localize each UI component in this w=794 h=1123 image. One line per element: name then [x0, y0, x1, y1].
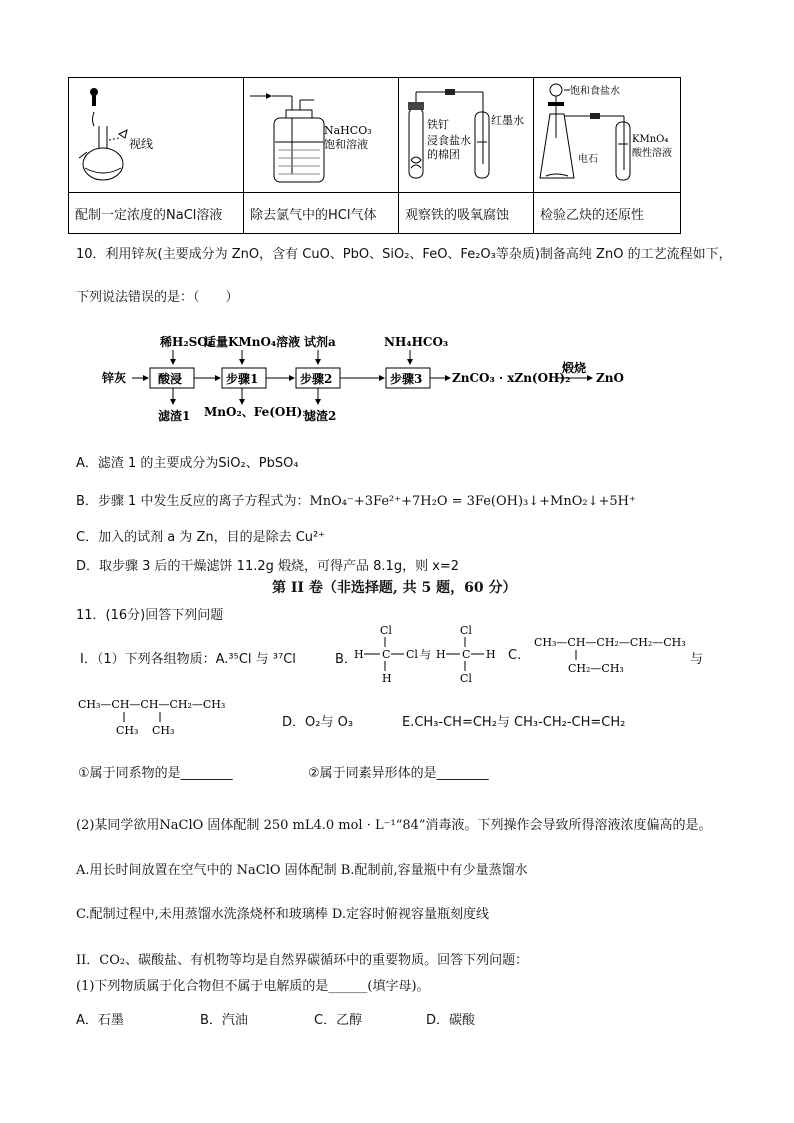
flow-bottom-1: 滤渣1: [158, 409, 191, 423]
q11-part1-label: I．（1）下列各组物质：A.³⁵Cl 与 ³⁷Cl: [80, 652, 296, 667]
struct1-cl-top: Cl: [380, 624, 392, 637]
iron-nail-label: 铁钉: [427, 118, 449, 131]
q10-stem-1: 10．利用锌灰(主要成分为 ZnO，含有 CuO、PbO、SiO₂、FeO、Fe₂O₃等杂质)制备高纯 ZnO 的工艺流程如下，: [76, 247, 732, 262]
iron-corrosion-figure: [399, 78, 533, 188]
apparatus-cell-2: [244, 78, 399, 193]
q11-sub2: ②属于同素异形体的是________: [308, 766, 489, 781]
struct1-c: C: [382, 648, 391, 661]
volumetric-flask-figure: [69, 78, 243, 188]
apparatus-cell-1: [69, 78, 244, 193]
kmno4-label: KMnO₄: [632, 134, 669, 145]
red-ink-label: 红墨水: [491, 114, 524, 127]
q11-stem: 11．(16分)回答下列问题: [76, 608, 224, 623]
q11-partII-q1: (1)下列物质属于化合物但不属于电解质的是______(填字母)。: [76, 979, 430, 994]
q11-yu2: 与: [690, 652, 704, 667]
flow-bottom-2: MnO₂、Fe(OH)₃: [204, 405, 308, 419]
struct1-h-left: H: [354, 648, 364, 661]
gas-washing-bottle-figure: [244, 78, 398, 188]
struct2-cl-top: Cl: [460, 624, 472, 637]
q11-opt-d: D．O₂与 O₃: [282, 715, 354, 730]
flow-top-4: NH₄HCO₃: [384, 335, 449, 349]
struct-c2-b2: CH₃: [152, 724, 175, 737]
struct-c1: [532, 632, 692, 676]
q11-opt-c: C.: [508, 648, 522, 663]
struct-c2: [76, 692, 256, 738]
flow-product: ZnCO₃ · xZn(OH)₂: [452, 371, 571, 385]
apparatus-cell-4: [534, 78, 681, 193]
q11-opt-e: E.CH₃-CH=CH₂与 CH₃-CH₂-CH=CH₂: [402, 715, 626, 730]
nahco3-label: NaHCO₃: [324, 124, 372, 137]
struct2-h-right: H: [486, 648, 496, 661]
partII-option-c: C．乙醇: [314, 1013, 363, 1028]
flow-box-1-label: 酸浸: [158, 372, 183, 386]
apparatus-cell-3: [399, 78, 534, 193]
saturated-brine-label: 饱和食盐水: [570, 86, 620, 97]
calcium-carbide-label: 电石: [578, 154, 598, 165]
process-flowchart: [98, 328, 638, 428]
q11-part2: (2)某同学欲用NaClO 固体配制 250 mL4.0 mol · L⁻¹“84”消毒液。下列操作会导致所得溶液浓度偏高的是。: [76, 818, 712, 833]
option-b-prefix: B．步骤 1 中发生反应的离子方程式为：: [76, 494, 310, 509]
dichloromethane-structures: [352, 622, 502, 688]
q11-partII: II．CO₂、碳酸盐、有机物等均是自然界碳循环中的重要物质。回答下列问题：: [76, 953, 529, 968]
struct2-c: C: [462, 648, 471, 661]
struct-c1-branch: CH₂—CH₃: [568, 662, 624, 675]
flow-box-4-label: 步骤3: [390, 372, 423, 386]
struct1-h-bottom: H: [382, 672, 392, 685]
flow-final: ZnO: [596, 371, 624, 385]
flow-start: 锌灰: [102, 371, 127, 385]
struct2-h-left: H: [436, 648, 446, 661]
acetylene-test-figure: [534, 78, 680, 188]
struct-c2-main: CH₃—CH—CH—CH₂—CH₃: [78, 698, 226, 711]
q10-option-b: [76, 490, 636, 509]
flow-bottom-3: 滤渣2: [304, 409, 337, 423]
cotton-label: 的棉团: [427, 148, 460, 161]
sight-line-label: 视线: [129, 137, 154, 151]
q10-option-c: C．加入的试剂 a 为 Zn，目的是除去 Cu²⁺: [76, 530, 326, 545]
flow-top-2: 适量KMnO₄溶液: [204, 335, 301, 349]
q11-opt-b: B．: [335, 652, 357, 667]
caption-2: 除去氯气中的HCl气体: [244, 193, 399, 234]
partII-option-a: A．石墨: [76, 1013, 124, 1028]
saturated-solution-label: 饱和溶液: [324, 138, 368, 151]
partII-option-d: D．碳酸: [426, 1013, 476, 1028]
section2-title: 第 II 卷（非选择题, 共 5 题，60 分）: [272, 580, 517, 596]
flow-top-1: 稀H₂SO₄: [160, 335, 213, 349]
apparatus-table: [68, 77, 681, 234]
flow-arrow-label: 煅烧: [562, 361, 587, 375]
acidic-solution-label: 酸性溶液: [632, 148, 672, 159]
struct-yu: 与: [420, 648, 431, 661]
caption-3: 观察铁的吸氧腐蚀: [399, 193, 534, 234]
salt-water-label: 浸食盐水: [427, 134, 471, 147]
caption-1: 配制一定浓度的NaCl溶液: [69, 193, 244, 234]
struct2-cl-bottom: Cl: [460, 672, 472, 685]
partII-option-b: B．汽油: [200, 1013, 248, 1028]
option-b-equation: MnO₄⁻+3Fe²⁺+7H₂O = 3Fe(OH)₃↓+MnO₂↓+5H⁺: [309, 494, 636, 509]
q10-option-d: D．取步骤 3 后的干燥滤饼 11.2g 煅烧，可得产品 8.1g，则 x=2: [76, 559, 460, 574]
struct-c2-b1: CH₃: [116, 724, 139, 737]
flow-box-2-label: 步骤1: [226, 372, 259, 386]
q11-part2-ab: A.用长时间放置在空气中的 NaClO 固体配制 B.配制前,容量瓶中有少量蒸馏水: [76, 863, 528, 878]
q10-stem-2: 下列说法错误的是：（ ）: [76, 290, 239, 305]
struct-c1-main: CH₃—CH—CH₂—CH₂—CH₃: [534, 636, 686, 649]
q11-sub1: ①属于同系物的是________: [78, 766, 233, 781]
flow-top-3: 试剂a: [304, 335, 336, 349]
flow-box-3-label: 步骤2: [300, 372, 333, 386]
caption-4: 检验乙炔的还原性: [534, 193, 681, 234]
q11-part2-cd: C.配制过程中,未用蒸馏水洗涤烧杯和玻璃棒 D.定容时俯视容量瓶刻度线: [76, 907, 489, 922]
struct1-cl-right: Cl: [406, 648, 418, 661]
q10-option-a: A．滤渣 1 的主要成分为SiO₂、PbSO₄: [76, 456, 299, 471]
